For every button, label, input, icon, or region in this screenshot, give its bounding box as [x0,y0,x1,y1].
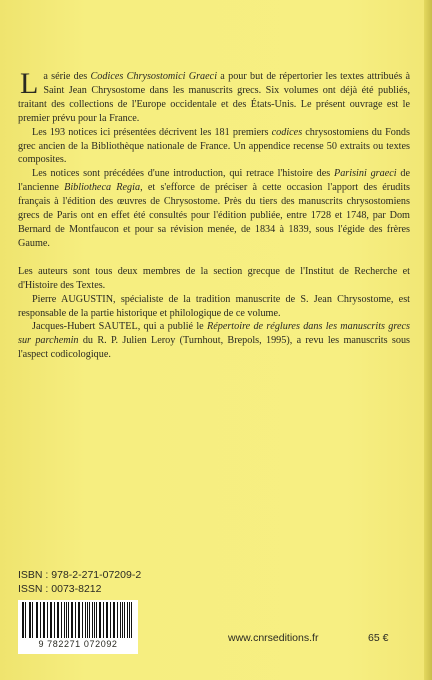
paragraph-intro: La série des Codices Chrysostomici Graeci a pour but de répertorier les textes attribués à Saint Jean Chrysostome dans les manuscrits grecs. Six volumes ont déjà été publiés, traitant des collections de l'Europe occidentale et des États-Unis. Le présent ouvrage est le premier prévu pour la France. [18,67,410,124]
barcode-bar [79,602,80,638]
paragraph-authors: Les auteurs sont tous deux membres de la section grecque de l'Institut de Recherche et d'Histoire des Textes. [18,265,410,291]
barcode [18,600,138,654]
issn-label: ISSN : 0073-8212 [18,582,102,595]
barcode-bar [44,602,45,638]
barcode-bars [22,602,134,638]
isbn-label: ISBN : 978-2-271-07209-2 [18,569,142,581]
paragraph-introduction: Les notices sont précédées d'une introduction, qui retrace l'histoire des Parisini graeci de l'ancienne Bibliotheca Regia, et s'efforce de préciser à cette occasion l'apport des érudits français à l'édition des œuvres de Chrysostome. Près du tiers des manuscrits chrysostomiens grecs de Paris ont en effet été consultés pour l'édition publiée, entre 1728 et 1748, par Dom Bernard de Montfaucon et pour sa révision menée, de 1834 à 1839, sous l'égide des frères Gaume. [18,168,411,249]
drop-cap: L [20,67,39,100]
barcode-bar [117,602,118,638]
spacer [18,251,410,265]
barcode-number: 9 782271 072092 [38,639,118,649]
paragraph-sautel: Jacques-Hubert SAUTEL, qui a publié le Répertoire de réglures dans les manuscrits grecs sur parchemin du R. P. Julien Leroy (Turnhout, Brepols, 1995), a revu les manuscrits sous l'aspect codicologique. [18,321,411,361]
paragraph-notices: Les 193 notices ici présentées décrivent les 181 premiers codices chrysostomiens du Fonds grec ancien de la Bibliothèque nationale de France. Un appendice recense 50 extraits ou textes composites. [18,126,410,166]
identifier-codes [18,569,141,596]
blurb [18,67,411,362]
barcode-bar [32,602,33,638]
price-label: 65 € [368,632,389,644]
cover-edge [424,0,432,680]
barcode-bar [61,602,62,638]
paragraph-augustin: Pierre AUGUSTIN, spécialiste de la tradition manuscrite de S. Jean Chrysostome, est responsable de la partie historique et philologique de ce volume. [18,293,410,319]
barcode-bar [100,602,101,638]
publisher-website: www.cnrseditions.fr [228,632,319,644]
